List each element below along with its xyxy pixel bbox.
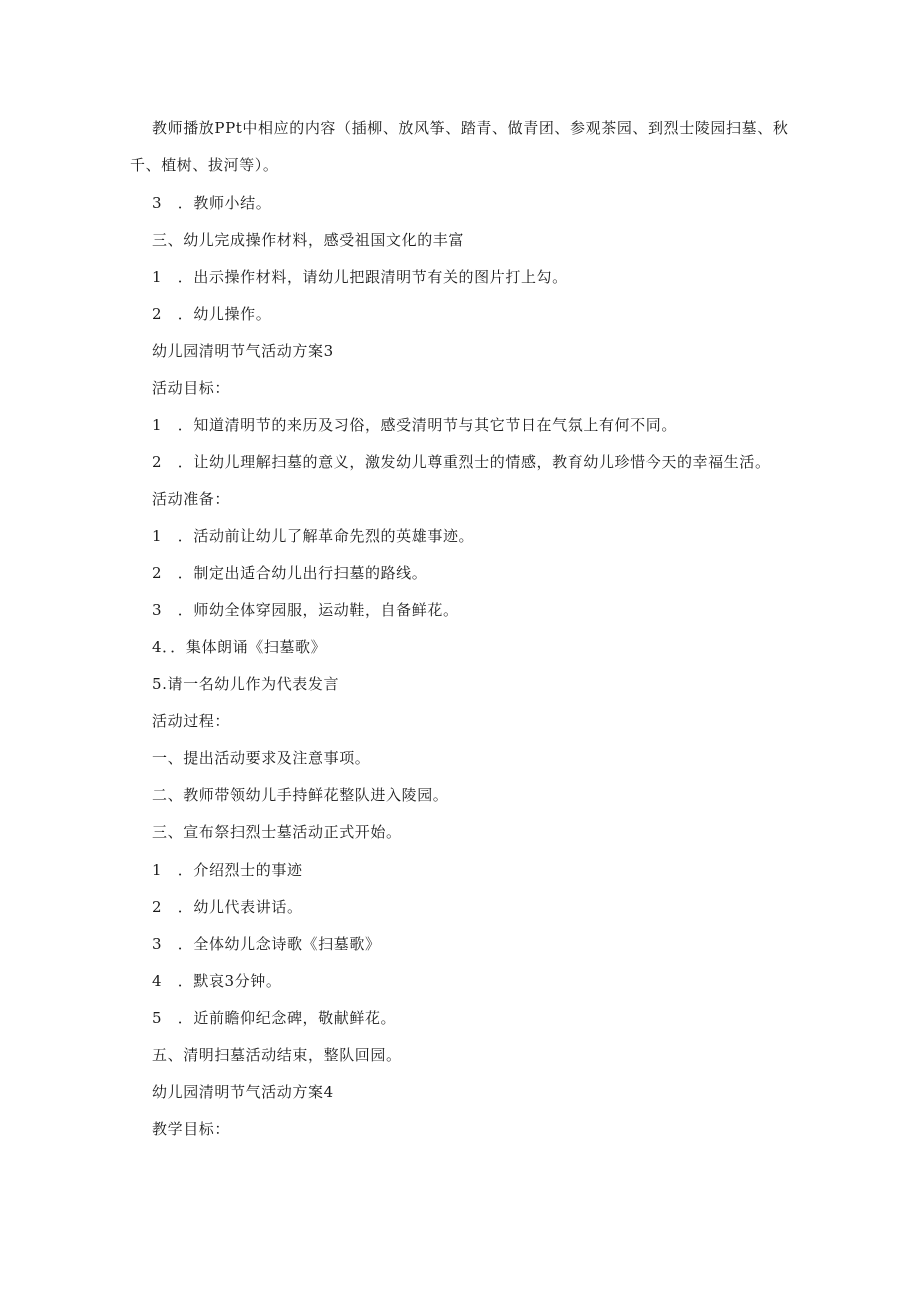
list-item: 3 ．全体幼儿念诗歌《扫墓歌》 [152, 935, 381, 953]
list-item: 2 ．幼儿操作。 [152, 305, 272, 323]
list-item: 五、清明扫墓活动结束，整队回园。 [152, 1046, 402, 1064]
list-item: 一、提出活动要求及注意事项。 [152, 749, 371, 767]
list-item: 3 ．师幼全体穿园服，运动鞋，自备鲜花。 [152, 601, 459, 619]
list-item: 2 ．让幼儿理解扫墓的意义，激发幼儿尊重烈士的情感，教育幼儿珍惜今天的幸福生活。 [152, 453, 771, 471]
list-item: 三、宣布祭扫烈士墓活动正式开始。 [152, 823, 402, 841]
list-item: 1 ．活动前让幼儿了解革命先烈的英雄事迹。 [152, 527, 475, 545]
list-item: 1 ．知道清明节的来历及习俗，感受清明节与其它节日在气氛上有何不同。 [152, 416, 677, 434]
list-item: 1 ．介绍烈士的事迹 [152, 861, 303, 879]
list-item: 2 ．幼儿代表讲话。 [152, 898, 303, 916]
list-item: 1 ．出示操作材料，请幼儿把跟清明节有关的图片打上勾。 [152, 268, 568, 286]
section-heading: 教学目标： [152, 1120, 231, 1138]
section-heading: 活动过程： [152, 712, 231, 730]
list-item: 5 ．近前瞻仰纪念碑，敬献鲜花。 [152, 1009, 397, 1027]
section-heading: 活动目标： [152, 379, 231, 397]
list-item: 2 ．制定出适合幼儿出行扫墓的路线。 [152, 564, 428, 582]
section-heading: 三、幼儿完成操作材料，感受祖国文化的丰富 [152, 231, 465, 249]
plan-title: 幼儿园清明节气活动方案3 [152, 342, 334, 360]
paragraph-line: 千、植树、拔河等）。 [130, 156, 279, 174]
list-item: 5.请一名幼儿作为代表发言 [152, 675, 340, 693]
list-item: 4 ．默哀3分钟。 [152, 972, 282, 990]
list-item: 3 ．教师小结。 [152, 194, 272, 212]
paragraph-line: 教师播放PPt中相应的内容（插柳、放风筝、踏青、做青团、参观茶园、到烈士陵园扫墓、秋 [152, 119, 789, 137]
section-heading: 活动准备： [152, 490, 231, 508]
list-item: 二、教师带领幼儿手持鲜花整队进入陵园。 [152, 786, 449, 804]
plan-title: 幼儿园清明节气活动方案4 [152, 1083, 334, 1101]
list-item: 4．．集体朗诵《扫墓歌》 [152, 638, 327, 656]
